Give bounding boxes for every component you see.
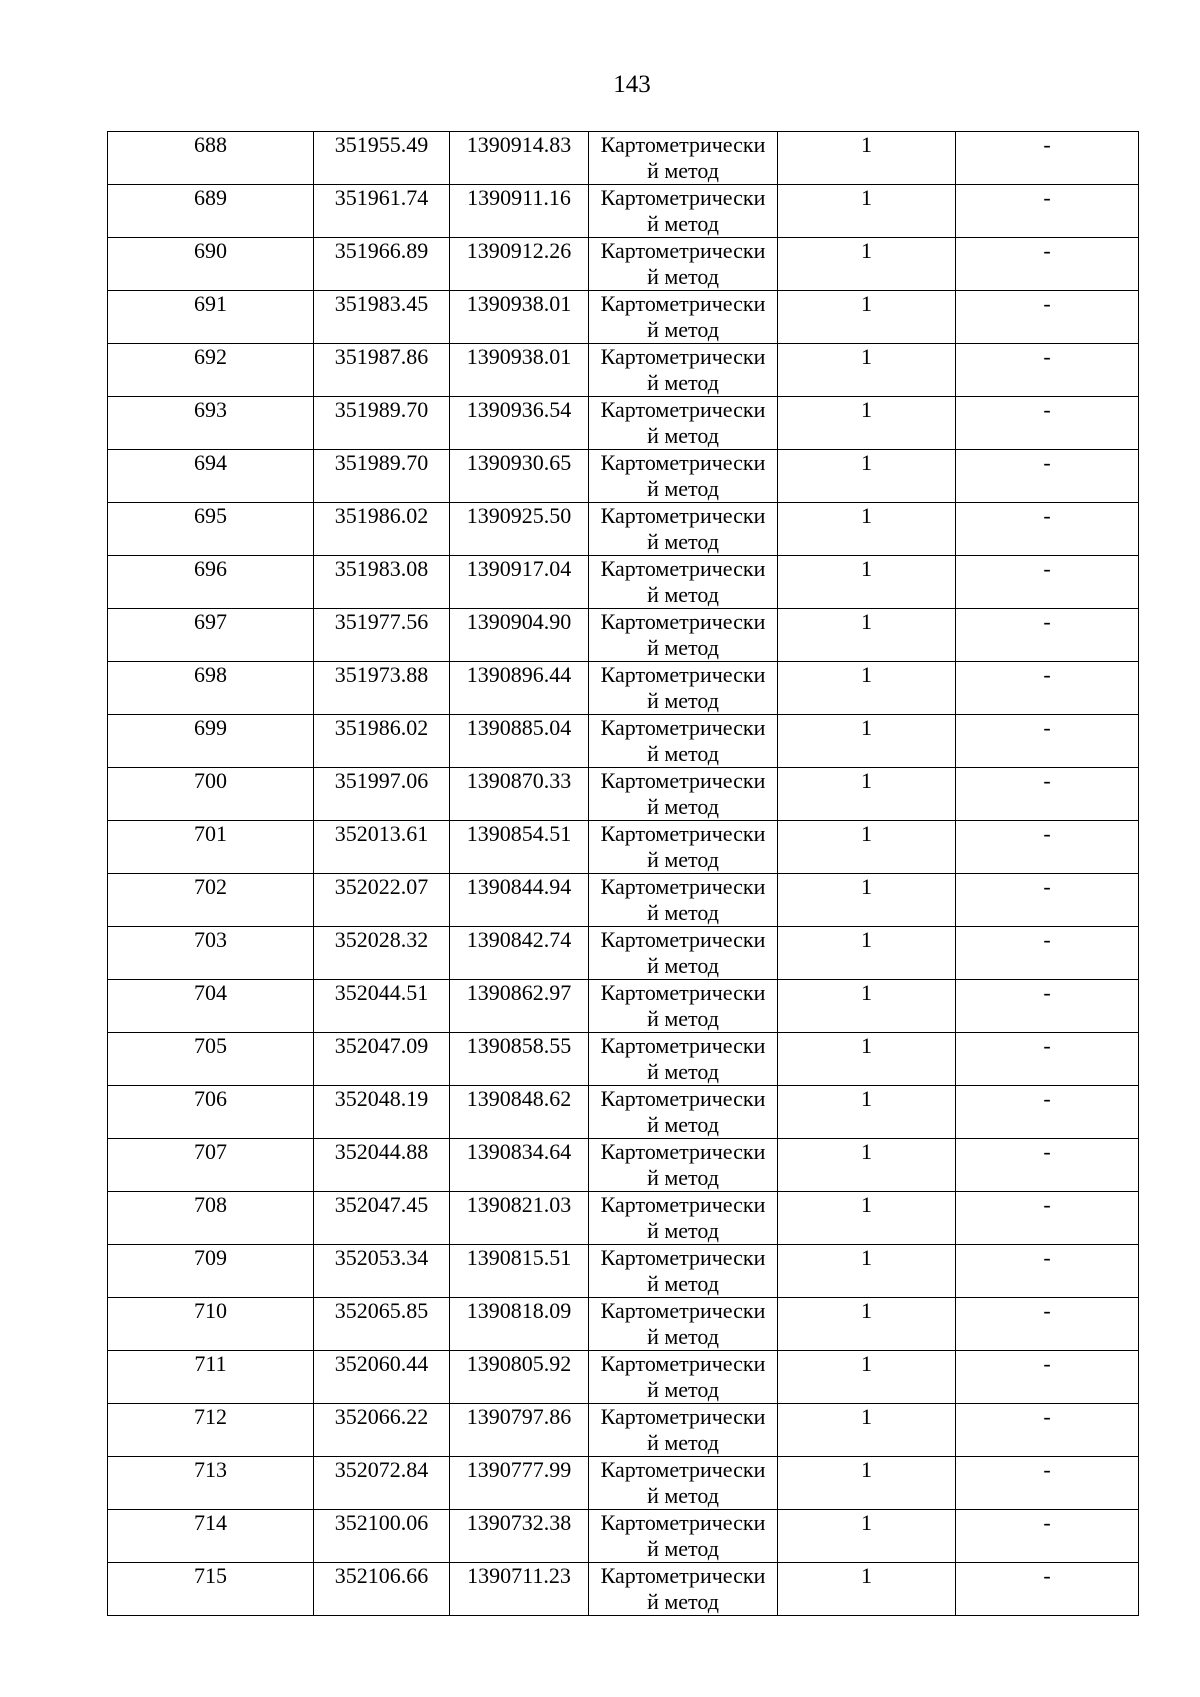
table-row — [108, 1298, 1139, 1351]
table-row — [108, 1404, 1139, 1457]
note-cell: - — [956, 291, 1139, 344]
note-cell: - — [956, 1510, 1139, 1563]
x-coordinate-cell: 351977.56 — [314, 609, 450, 662]
accuracy-cell: 1 — [778, 1457, 956, 1510]
x-coordinate-cell: 352053.34 — [314, 1245, 450, 1298]
note-cell: - — [956, 1192, 1139, 1245]
method-line-2: й метод — [647, 688, 719, 713]
x-coordinate-cell: 351983.08 — [314, 556, 450, 609]
y-coordinate-cell: 1390912.26 — [450, 238, 589, 291]
method-line-1: Картометрически — [600, 132, 766, 157]
point-number-cell: 707 — [108, 1139, 314, 1192]
note-cell: - — [956, 715, 1139, 768]
method-line-1: Картометрически — [600, 1563, 766, 1588]
point-number-cell: 706 — [108, 1086, 314, 1139]
method-line-2: й метод — [647, 1006, 719, 1031]
method-cell — [589, 1563, 778, 1616]
table-row — [108, 1139, 1139, 1192]
point-number-cell: 715 — [108, 1563, 314, 1616]
table-row — [108, 1457, 1139, 1510]
coordinates-table — [107, 131, 1139, 1616]
page-number: 143 — [613, 71, 651, 98]
x-coordinate-cell: 351961.74 — [314, 185, 450, 238]
note-cell: - — [956, 927, 1139, 980]
table-row — [108, 768, 1139, 821]
table-row — [108, 450, 1139, 503]
note-cell: - — [956, 185, 1139, 238]
y-coordinate-cell: 1390936.54 — [450, 397, 589, 450]
method-cell — [589, 450, 778, 503]
method-line-2: й метод — [647, 900, 719, 925]
x-coordinate-cell: 351989.70 — [314, 450, 450, 503]
method-line-1: Картометрически — [600, 1139, 766, 1164]
method-cell — [589, 980, 778, 1033]
x-coordinate-cell: 352106.66 — [314, 1563, 450, 1616]
method-line-2: й метод — [647, 264, 719, 289]
y-coordinate-cell: 1390870.33 — [450, 768, 589, 821]
accuracy-cell: 1 — [778, 927, 956, 980]
table-row — [108, 874, 1139, 927]
point-number-cell: 689 — [108, 185, 314, 238]
x-coordinate-cell: 352065.85 — [314, 1298, 450, 1351]
y-coordinate-cell: 1390854.51 — [450, 821, 589, 874]
point-number-cell: 710 — [108, 1298, 314, 1351]
method-cell — [589, 609, 778, 662]
y-coordinate-cell: 1390834.64 — [450, 1139, 589, 1192]
method-line-1: Картометрически — [600, 768, 766, 793]
accuracy-cell: 1 — [778, 1404, 956, 1457]
method-cell — [589, 1351, 778, 1404]
method-line-1: Картометрически — [600, 1033, 766, 1058]
point-number-cell: 697 — [108, 609, 314, 662]
note-cell: - — [956, 980, 1139, 1033]
y-coordinate-cell: 1390930.65 — [450, 450, 589, 503]
x-coordinate-cell: 351983.45 — [314, 291, 450, 344]
method-line-1: Картометрически — [600, 1404, 766, 1429]
method-cell — [589, 874, 778, 927]
method-cell — [589, 132, 778, 185]
method-line-1: Картометрически — [600, 503, 766, 528]
method-line-1: Картометрически — [600, 1457, 766, 1482]
note-cell: - — [956, 662, 1139, 715]
y-coordinate-cell: 1390917.04 — [450, 556, 589, 609]
point-number-cell: 692 — [108, 344, 314, 397]
method-line-2: й метод — [647, 1218, 719, 1243]
x-coordinate-cell: 352044.88 — [314, 1139, 450, 1192]
y-coordinate-cell: 1390862.97 — [450, 980, 589, 1033]
method-cell — [589, 185, 778, 238]
point-number-cell: 691 — [108, 291, 314, 344]
note-cell: - — [956, 1351, 1139, 1404]
accuracy-cell: 1 — [778, 874, 956, 927]
x-coordinate-cell: 351987.86 — [314, 344, 450, 397]
accuracy-cell: 1 — [778, 662, 956, 715]
table-row — [108, 503, 1139, 556]
method-cell — [589, 344, 778, 397]
table-row — [108, 715, 1139, 768]
point-number-cell: 698 — [108, 662, 314, 715]
x-coordinate-cell: 351989.70 — [314, 397, 450, 450]
note-cell: - — [956, 768, 1139, 821]
method-line-2: й метод — [647, 741, 719, 766]
method-cell — [589, 1086, 778, 1139]
accuracy-cell: 1 — [778, 132, 956, 185]
table-row — [108, 1510, 1139, 1563]
method-line-2: й метод — [647, 1324, 719, 1349]
method-cell — [589, 821, 778, 874]
method-cell — [589, 556, 778, 609]
x-coordinate-cell: 351986.02 — [314, 715, 450, 768]
method-line-2: й метод — [647, 1271, 719, 1296]
table-row — [108, 927, 1139, 980]
point-number-cell: 699 — [108, 715, 314, 768]
y-coordinate-cell: 1390911.16 — [450, 185, 589, 238]
x-coordinate-cell: 352047.45 — [314, 1192, 450, 1245]
method-cell — [589, 1457, 778, 1510]
method-line-2: й метод — [647, 953, 719, 978]
y-coordinate-cell: 1390732.38 — [450, 1510, 589, 1563]
x-coordinate-cell: 352022.07 — [314, 874, 450, 927]
method-line-1: Картометрически — [600, 556, 766, 581]
point-number-cell: 712 — [108, 1404, 314, 1457]
method-line-2: й метод — [647, 158, 719, 183]
method-cell — [589, 927, 778, 980]
note-cell: - — [956, 1457, 1139, 1510]
method-line-1: Картометрически — [600, 1192, 766, 1217]
method-line-1: Картометрически — [600, 238, 766, 263]
point-number-cell: 711 — [108, 1351, 314, 1404]
point-number-cell: 702 — [108, 874, 314, 927]
method-cell — [589, 1298, 778, 1351]
y-coordinate-cell: 1390858.55 — [450, 1033, 589, 1086]
method-cell — [589, 768, 778, 821]
accuracy-cell: 1 — [778, 1139, 956, 1192]
accuracy-cell: 1 — [778, 450, 956, 503]
accuracy-cell: 1 — [778, 715, 956, 768]
accuracy-cell: 1 — [778, 1086, 956, 1139]
y-coordinate-cell: 1390925.50 — [450, 503, 589, 556]
note-cell: - — [956, 1139, 1139, 1192]
y-coordinate-cell: 1390805.92 — [450, 1351, 589, 1404]
method-line-1: Картометрически — [600, 1351, 766, 1376]
note-cell: - — [956, 132, 1139, 185]
method-line-1: Картометрически — [600, 980, 766, 1005]
table-row — [108, 609, 1139, 662]
y-coordinate-cell: 1390777.99 — [450, 1457, 589, 1510]
table-row — [108, 344, 1139, 397]
method-cell — [589, 1139, 778, 1192]
method-cell — [589, 1404, 778, 1457]
point-number-cell: 700 — [108, 768, 314, 821]
note-cell: - — [956, 1033, 1139, 1086]
y-coordinate-cell: 1390885.04 — [450, 715, 589, 768]
table-row — [108, 1033, 1139, 1086]
x-coordinate-cell: 352066.22 — [314, 1404, 450, 1457]
method-line-1: Картометрически — [600, 821, 766, 846]
y-coordinate-cell: 1390896.44 — [450, 662, 589, 715]
table-row — [108, 980, 1139, 1033]
table-row — [108, 556, 1139, 609]
method-line-2: й метод — [647, 1536, 719, 1561]
x-coordinate-cell: 351997.06 — [314, 768, 450, 821]
table-row — [108, 291, 1139, 344]
accuracy-cell: 1 — [778, 980, 956, 1033]
y-coordinate-cell: 1390821.03 — [450, 1192, 589, 1245]
accuracy-cell: 1 — [778, 503, 956, 556]
method-cell — [589, 503, 778, 556]
method-line-1: Картометрически — [600, 662, 766, 687]
x-coordinate-cell: 351973.88 — [314, 662, 450, 715]
table-row — [108, 132, 1139, 185]
note-cell: - — [956, 503, 1139, 556]
accuracy-cell: 1 — [778, 185, 956, 238]
table-body — [108, 132, 1139, 1616]
method-cell — [589, 291, 778, 344]
point-number-cell: 709 — [108, 1245, 314, 1298]
point-number-cell: 703 — [108, 927, 314, 980]
point-number-cell: 694 — [108, 450, 314, 503]
method-line-1: Картометрически — [600, 1245, 766, 1270]
point-number-cell: 704 — [108, 980, 314, 1033]
table-row — [108, 397, 1139, 450]
y-coordinate-cell: 1390818.09 — [450, 1298, 589, 1351]
note-cell: - — [956, 1245, 1139, 1298]
x-coordinate-cell: 352044.51 — [314, 980, 450, 1033]
method-cell — [589, 1510, 778, 1563]
method-line-2: й метод — [647, 1112, 719, 1137]
point-number-cell: 688 — [108, 132, 314, 185]
accuracy-cell: 1 — [778, 1033, 956, 1086]
accuracy-cell: 1 — [778, 1192, 956, 1245]
x-coordinate-cell: 351955.49 — [314, 132, 450, 185]
method-line-2: й метод — [647, 794, 719, 819]
method-line-1: Картометрически — [600, 1086, 766, 1111]
y-coordinate-cell: 1390938.01 — [450, 291, 589, 344]
accuracy-cell: 1 — [778, 397, 956, 450]
y-coordinate-cell: 1390815.51 — [450, 1245, 589, 1298]
method-line-1: Картометрически — [600, 397, 766, 422]
method-cell — [589, 1033, 778, 1086]
y-coordinate-cell: 1390938.01 — [450, 344, 589, 397]
y-coordinate-cell: 1390711.23 — [450, 1563, 589, 1616]
method-line-2: й метод — [647, 1377, 719, 1402]
accuracy-cell: 1 — [778, 768, 956, 821]
accuracy-cell: 1 — [778, 1351, 956, 1404]
table-row — [108, 662, 1139, 715]
method-line-2: й метод — [647, 1165, 719, 1190]
method-line-1: Картометрически — [600, 185, 766, 210]
method-line-1: Картометрически — [600, 291, 766, 316]
accuracy-cell: 1 — [778, 1298, 956, 1351]
x-coordinate-cell: 352100.06 — [314, 1510, 450, 1563]
table-row — [108, 1192, 1139, 1245]
y-coordinate-cell: 1390848.62 — [450, 1086, 589, 1139]
table-row — [108, 821, 1139, 874]
accuracy-cell: 1 — [778, 344, 956, 397]
note-cell: - — [956, 344, 1139, 397]
table-row — [108, 1351, 1139, 1404]
method-cell — [589, 662, 778, 715]
method-cell — [589, 397, 778, 450]
x-coordinate-cell: 351986.02 — [314, 503, 450, 556]
accuracy-cell: 1 — [778, 1245, 956, 1298]
point-number-cell: 705 — [108, 1033, 314, 1086]
method-cell — [589, 1192, 778, 1245]
x-coordinate-cell: 352047.09 — [314, 1033, 450, 1086]
y-coordinate-cell: 1390842.74 — [450, 927, 589, 980]
method-line-1: Картометрически — [600, 1510, 766, 1535]
method-line-2: й метод — [647, 1589, 719, 1614]
method-full-text — [589, 1615, 590, 1616]
point-number-cell: 690 — [108, 238, 314, 291]
method-line-1: Картометрически — [600, 609, 766, 634]
method-line-2: й метод — [647, 1483, 719, 1508]
y-coordinate-cell: 1390844.94 — [450, 874, 589, 927]
table-row — [108, 238, 1139, 291]
point-number-cell: 696 — [108, 556, 314, 609]
table-row — [108, 1086, 1139, 1139]
accuracy-cell: 1 — [778, 609, 956, 662]
point-number-cell: 693 — [108, 397, 314, 450]
accuracy-cell: 1 — [778, 1510, 956, 1563]
method-line-1: Картометрически — [600, 450, 766, 475]
method-line-2: й метод — [647, 635, 719, 660]
method-cell — [589, 238, 778, 291]
method-line-2: й метод — [647, 847, 719, 872]
note-cell: - — [956, 556, 1139, 609]
method-line-1: Картометрически — [600, 927, 766, 952]
x-coordinate-cell: 352028.32 — [314, 927, 450, 980]
point-number-cell: 714 — [108, 1510, 314, 1563]
accuracy-cell: 1 — [778, 556, 956, 609]
x-coordinate-cell: 352060.44 — [314, 1351, 450, 1404]
method-line-2: й метод — [647, 211, 719, 236]
y-coordinate-cell: 1390914.83 — [450, 132, 589, 185]
method-cell — [589, 1245, 778, 1298]
method-line-2: й метод — [647, 529, 719, 554]
method-line-2: й метод — [647, 1430, 719, 1455]
x-coordinate-cell: 352072.84 — [314, 1457, 450, 1510]
method-line-2: й метод — [647, 582, 719, 607]
method-line-1: Картометрически — [600, 1298, 766, 1323]
table-row — [108, 1563, 1139, 1616]
x-coordinate-cell: 352048.19 — [314, 1086, 450, 1139]
method-line-1: Картометрически — [600, 715, 766, 740]
method-line-1: Картометрически — [600, 874, 766, 899]
point-number-cell: 713 — [108, 1457, 314, 1510]
method-line-2: й метод — [647, 317, 719, 342]
note-cell: - — [956, 238, 1139, 291]
y-coordinate-cell: 1390904.90 — [450, 609, 589, 662]
method-line-2: й метод — [647, 423, 719, 448]
note-cell: - — [956, 397, 1139, 450]
table-row — [108, 185, 1139, 238]
accuracy-cell: 1 — [778, 238, 956, 291]
x-coordinate-cell: 351966.89 — [314, 238, 450, 291]
note-cell: - — [956, 609, 1139, 662]
note-cell: - — [956, 874, 1139, 927]
accuracy-cell: 1 — [778, 821, 956, 874]
note-cell: - — [956, 1563, 1139, 1616]
accuracy-cell: 1 — [778, 1563, 956, 1616]
x-coordinate-cell: 352013.61 — [314, 821, 450, 874]
method-line-2: й метод — [647, 476, 719, 501]
note-cell: - — [956, 1086, 1139, 1139]
method-line-2: й метод — [647, 370, 719, 395]
method-line-2: й метод — [647, 1059, 719, 1084]
accuracy-cell: 1 — [778, 291, 956, 344]
note-cell: - — [956, 1298, 1139, 1351]
point-number-cell: 701 — [108, 821, 314, 874]
method-line-1: Картометрически — [600, 344, 766, 369]
point-number-cell: 708 — [108, 1192, 314, 1245]
note-cell: - — [956, 821, 1139, 874]
method-cell — [589, 715, 778, 768]
note-cell: - — [956, 1404, 1139, 1457]
y-coordinate-cell: 1390797.86 — [450, 1404, 589, 1457]
point-number-cell: 695 — [108, 503, 314, 556]
note-cell: - — [956, 450, 1139, 503]
table-row — [108, 1245, 1139, 1298]
